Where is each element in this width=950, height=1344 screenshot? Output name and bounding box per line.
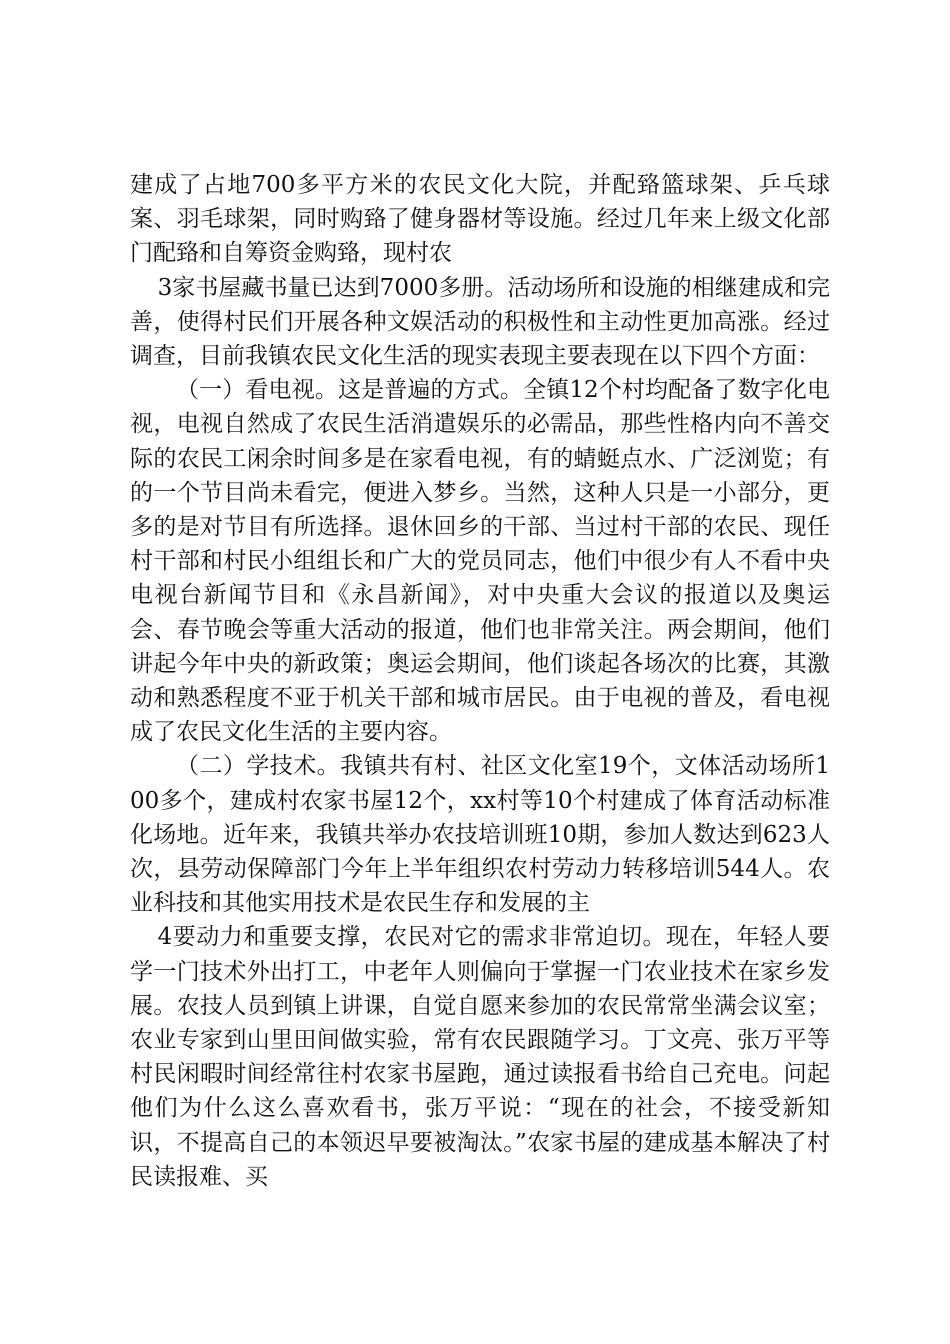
paragraph-5: 4要动力和重要支撑，农民对它的需求非常迫切。现在，年轻人要学一门技术外出打工，中老年人则偏向于掌握一门农业技术在家乡发展。农技人员到镇上讲课，自觉自愿来参加的农民常常坐满会议室；农业专家到山里田间做实验，常有农民跟随学习。丁文亮、张万平等村民闲暇时间经常往村农家书屋跑，通过读报看书给自己充电。问起他们为什么这么喜欢看书，张万平说：“现在的社会，不接受新知识，不提高自己的本领迟早要被淘汰。”农家书屋的建成基本解决了村民读报难、买 bbox=[130, 924, 830, 1190]
paragraph-2: 3家书屋藏书量已达到7000多册。活动场所和设施的相继建成和完善，使得村民们开展各种文娱活动的积极性和主动性更加高涨。经过调查，目前我镇农民文化生活的现实表现主要表现在以下四个方面： bbox=[130, 274, 830, 370]
document-body bbox=[130, 168, 830, 1194]
paragraph-4: （二）学技术。我镇共有村、社区文化室19个，文体活动场所100多个，建成村农家书屋12个，xx村等10个村建成了体育活动标准化场地。近年来，我镇共举办农技培训班10期，参加人数达到623人次，县劳动保障部门今年上半年组织农村劳动力转移培训544人。农业科技和其他实用技术是农民生存和发展的主 bbox=[130, 753, 830, 917]
paragraph-3: （一）看电视。这是普遍的方式。全镇12个村均配备了数字化电视，电视自然成了农民生活消遣娱乐的必需品，那些性格内向不善交际的农民工闲余时间多是在家看电视，有的蜻蜓点水、广泛浏览；有的一个节目尚未看完，便进入梦乡。当然，这种人只是一小部分，更多的是对节目有所选择。退休回乡的干部、当过村干部的农民、现任村干部和村民小组组长和广大的党员同志，他们中很少有人不看中央电视台新闻节目和《永昌新闻》，对中央重大会议的报道以及奥运会、春节晚会等重大活动的报道，他们也非常关注。两会期间，他们讲起今年中央的新政策；奥运会期间，他们谈起各场次的比赛，其激动和熟悉程度不亚于机关干部和城市居民。由于电视的普及，看电视成了农民文化生活的主要内容。 bbox=[130, 377, 830, 746]
paragraph-1: 建成了占地700多平方米的农民文化大院，并配臵篮球架、乒乓球案、羽毛球架，同时购臵了健身器材等设施。经过几年来上级文化部门配臵和自筹资金购臵，现村农 bbox=[130, 172, 830, 267]
